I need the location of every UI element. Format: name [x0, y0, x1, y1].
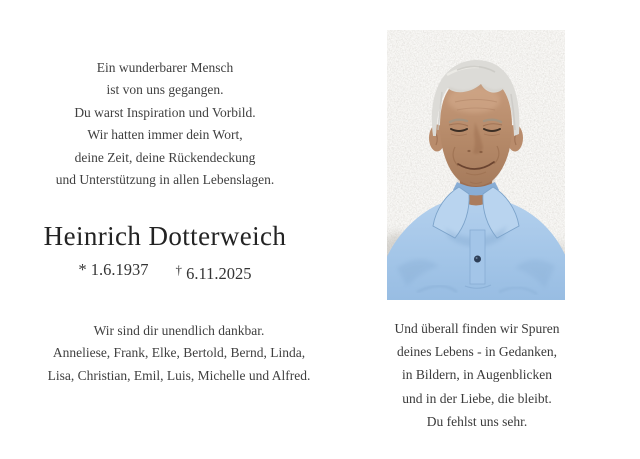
death-cross-symbol: †	[175, 262, 183, 277]
remembrance-line: Du fehlst uns sehr.	[426, 413, 528, 429]
family-line: Lisa, Christian, Emil, Luis, Michelle und Alfred.	[47, 367, 311, 383]
family-thanks	[18, 320, 340, 387]
family-line: Wir sind dir unendlich dankbar.	[93, 323, 265, 338]
birth-star-symbol: *	[78, 260, 87, 279]
remembrance-line: deines Lebens - in Gedanken,	[396, 344, 558, 360]
remembrance-line: Und überall finden wir Spuren	[394, 321, 560, 336]
tribute-line: Du warst Inspiration und Vorbild.	[74, 104, 256, 120]
tribute-line: und Unterstützung in allen Lebenslagen.	[55, 172, 275, 188]
death-date	[176, 258, 252, 286]
tribute-line: ist von uns gegangen.	[106, 82, 224, 98]
tribute-poem	[0, 57, 330, 191]
life-dates	[0, 258, 330, 286]
remembrance-line: und in der Liebe, die bleibt.	[402, 390, 552, 406]
birth-date-value: 1.6.1937	[90, 260, 149, 279]
tribute-line: Ein wunderbarer Mensch	[96, 60, 234, 75]
remembrance-verse	[373, 317, 581, 433]
birth-date	[78, 258, 148, 286]
tribute-line: Wir hatten immer dein Wort,	[87, 127, 243, 143]
death-date-value: 6.11.2025	[186, 264, 252, 283]
family-line: Anneliese, Frank, Elke, Bertold, Bernd, Linda,	[52, 345, 306, 361]
portrait-photo	[387, 30, 565, 300]
portrait-photo-illustration	[387, 30, 565, 300]
remembrance-line: in Bildern, in Augenblicken	[402, 367, 552, 383]
tribute-line: deine Zeit, deine Rückendeckung	[74, 149, 256, 165]
deceased-name: Heinrich Dotterweich	[43, 221, 287, 251]
